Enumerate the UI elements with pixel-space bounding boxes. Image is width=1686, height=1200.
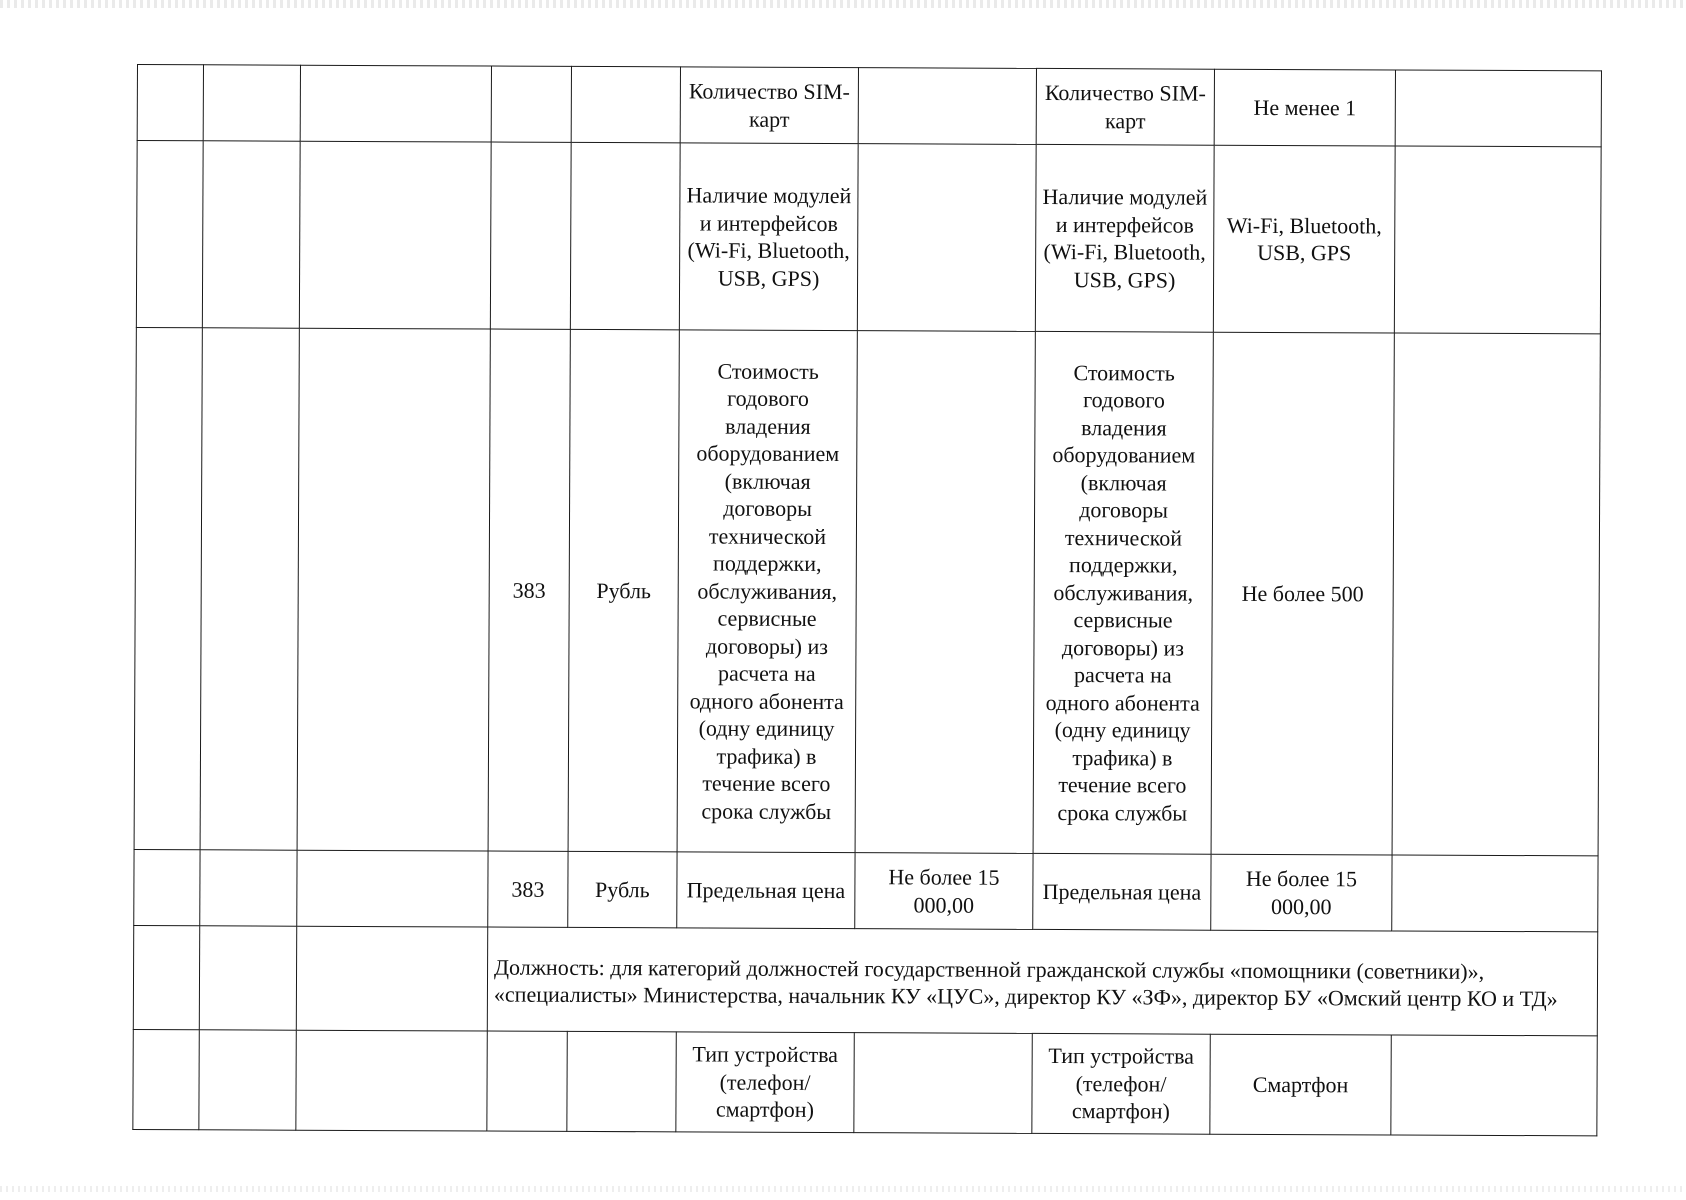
cell-name <box>299 141 491 329</box>
cell-characteristic-approved: Стоимость годового владения оборудованием (включая договоры технической поддержки, обслуживания, сервисные договоры) из расчета на одного абонента (одну единицу трафика) в течение всего срока службы <box>1033 331 1213 854</box>
cell-unit-name: Рубль <box>568 851 677 927</box>
cell-value <box>854 1033 1032 1134</box>
characteristics-table <box>132 64 1602 1136</box>
cell-code <box>200 850 297 926</box>
cell-code <box>199 926 296 1030</box>
cell-name <box>296 1030 487 1131</box>
cell-value-approved: Не более 500 <box>1211 332 1394 855</box>
cell-justification <box>1392 855 1598 932</box>
cell-number <box>134 849 200 925</box>
cell-unit-name <box>571 66 680 142</box>
cell-value-approved: Wi-Fi, Bluetooth, USB, GPS <box>1213 145 1395 333</box>
cell-number <box>136 141 203 328</box>
cell-characteristic: Количество SIM-карт <box>680 67 858 144</box>
cell-characteristic-approved: Тип устройства (телефон/смартфон) <box>1032 1033 1210 1134</box>
cell-justification <box>1392 333 1600 856</box>
cell-name <box>300 65 491 142</box>
cell-unit-code: 383 <box>488 851 568 927</box>
table-row-sim-cards <box>137 65 1601 147</box>
cell-characteristic-approved: Наличие модулей и интерфейсов (Wi-Fi, Bluetooth, USB, GPS) <box>1035 144 1214 332</box>
cell-value <box>857 144 1036 332</box>
cell-justification <box>1394 146 1601 334</box>
scan-edge-top <box>0 0 1686 8</box>
cell-characteristic-approved: Предельная цена <box>1033 853 1211 930</box>
cell-characteristic: Предельная цена <box>677 852 855 929</box>
table-row-device-type <box>133 1029 1597 1135</box>
cell-number <box>134 327 202 849</box>
scan-edge-bottom <box>0 1186 1686 1192</box>
cell-characteristic-approved: Количество SIM-карт <box>1036 68 1214 145</box>
cell-name <box>297 850 488 927</box>
cell-unit-code <box>491 66 571 142</box>
cell-value <box>855 331 1035 854</box>
cell-code <box>199 1030 296 1130</box>
cell-code <box>200 328 299 850</box>
cell-justification <box>1391 1035 1597 1136</box>
cell-characteristic: Тип устройства (телефон/смартфон) <box>676 1032 854 1133</box>
cell-characteristic: Наличие модулей и интерфейсов (Wi-Fi, Bluetooth, USB, GPS) <box>679 143 858 331</box>
cell-unit-name <box>570 142 680 329</box>
cell-unit-code <box>487 1031 567 1131</box>
cell-value <box>858 68 1036 145</box>
cell-characteristic: Стоимость годового владения оборудованием (включая договоры технической поддержки, обслуживания, сервисные договоры) из расчета на одного абонента (одну единицу трафика) в течение всего срока службы <box>677 330 857 853</box>
cell-number <box>133 925 199 1029</box>
cell-number <box>133 1029 199 1129</box>
cell-value-approved: Не менее 1 <box>1214 69 1395 146</box>
cell-number <box>137 65 203 141</box>
cell-value-approved: Смартфон <box>1210 1034 1391 1135</box>
table-row-position-category <box>133 925 1597 1035</box>
cell-unit-code: 383 <box>488 329 570 851</box>
cell-code <box>202 141 300 328</box>
table-row-price-limit <box>134 849 1598 931</box>
table-row-ownership-cost <box>134 327 1600 855</box>
cell-value: Не более 15 000,00 <box>855 853 1033 930</box>
cell-name <box>297 328 490 851</box>
cell-code <box>203 65 300 141</box>
cell-unit-name: Рубль <box>568 329 679 851</box>
cell-justification <box>1395 70 1601 147</box>
position-category-text: Должность: для категорий должностей государственной гражданской службы «помощники (советники)», «специалисты» Министерства, начальник КУ «ЦУС», директор КУ «ЗФ», директор БУ «Омский центр КО и ТД» <box>487 927 1597 1036</box>
cell-unit-code <box>490 142 571 329</box>
cell-unit-name <box>567 1031 676 1131</box>
cell-name <box>296 926 487 1031</box>
table-row-modules <box>136 141 1601 334</box>
cell-value-approved: Не более 15 000,00 <box>1211 854 1392 931</box>
